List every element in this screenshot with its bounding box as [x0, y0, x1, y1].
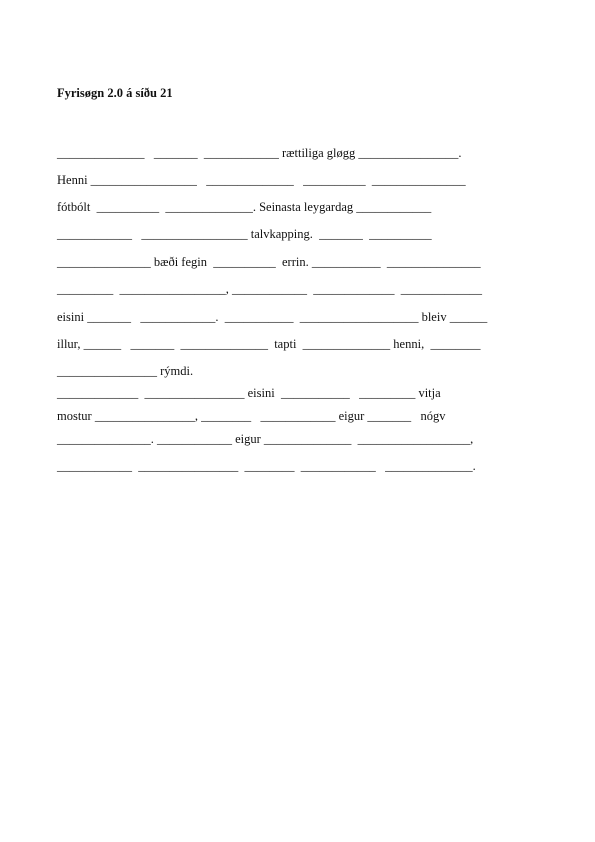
- document-heading: Fyrisøgn 2.0 á síðu 21: [57, 86, 173, 100]
- text-line-2: Henni _________________ ______________ __________ _______________: [57, 173, 466, 187]
- text-line-6: _________ _________________, ____________ _____________ _____________: [57, 282, 482, 296]
- text-line-8: illur, ______ _______ ______________ tapti ______________ henni, ________: [57, 337, 481, 351]
- text-line-3: fótbólt __________ ______________. Seinasta leygardag ____________: [57, 200, 432, 214]
- text-line-7: eisini _______ ____________. ___________ ___________________ bleiv ______: [57, 310, 488, 324]
- text-line-9: ________________ rýmdi.: [57, 364, 194, 378]
- text-line-11: mostur ________________, ________ ____________ eigur _______ nógv: [57, 409, 446, 423]
- text-line-13: ____________ ________________ ________ ____________ ______________.: [57, 459, 476, 473]
- text-line-12: _______________. ____________ eigur ______________ __________________,: [57, 432, 474, 446]
- text-line-4: ____________ _________________ talvkapping. _______ __________: [57, 227, 432, 241]
- text-line-5: _______________ bæði fegin __________ errin. ___________ _______________: [57, 255, 481, 269]
- text-line-1: ______________ _______ ____________ rættiliga gløgg ________________.: [57, 146, 462, 160]
- text-line-10: _____________ ________________ eisini ___________ _________ vitja: [57, 386, 441, 400]
